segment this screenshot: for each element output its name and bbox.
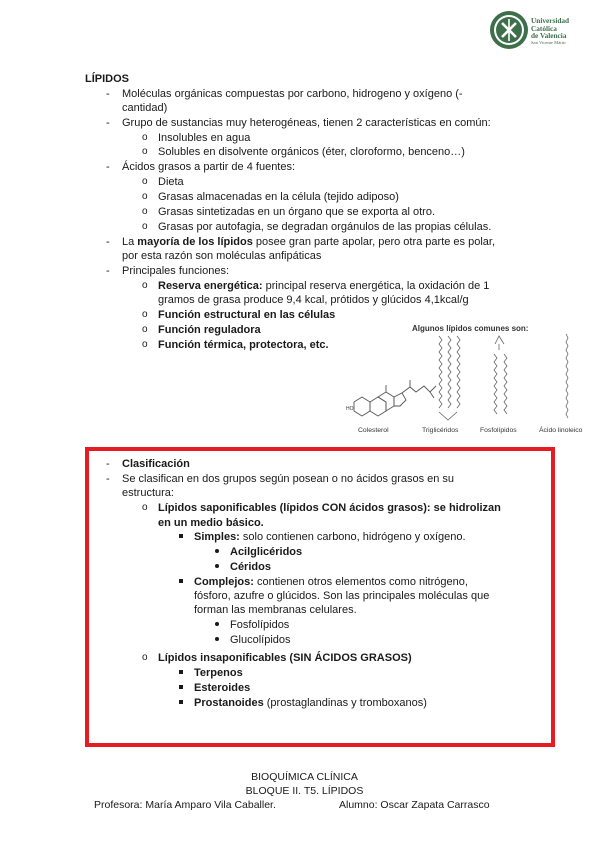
list-item: Ácidos grasos a partir de 4 fuentes: bbox=[122, 161, 296, 173]
figure-label: Fosfolípidos bbox=[480, 427, 517, 434]
sub-item: Insolubles en agua bbox=[158, 132, 251, 144]
sub-sub-item-cont: fósforo, azufre o glúcidos. Son las principales moléculas que bbox=[194, 590, 490, 602]
dot-bullet bbox=[215, 637, 219, 641]
sub-sub-item: Simples: solo contienen carbono, hidrógeno y oxígeno. bbox=[194, 531, 466, 543]
university-logo bbox=[489, 8, 595, 52]
dash-marker: - bbox=[106, 117, 110, 129]
footer-block: BLOQUE II. T5. LÍPIDOS bbox=[245, 785, 364, 797]
circle-bullet: o bbox=[142, 339, 148, 350]
sub-sub-item: Complejos: contienen otros elementos como nitrógeno, bbox=[194, 576, 468, 588]
logo-line-1: Universidad bbox=[531, 16, 570, 25]
dot-bullet bbox=[215, 549, 219, 553]
sub-item: Grasas sintetizadas en un órgano que se exporta al otro. bbox=[158, 206, 436, 218]
circle-bullet: o bbox=[142, 324, 148, 335]
university-seal-icon bbox=[489, 10, 529, 50]
leaf-item: Glucolípidos bbox=[230, 634, 291, 646]
square-bullet bbox=[179, 670, 183, 674]
sub-item: Función estructural en las células bbox=[158, 309, 336, 321]
page-title: LÍPIDOS bbox=[85, 73, 130, 85]
logo-text bbox=[531, 17, 569, 46]
circle-bullet: o bbox=[142, 176, 148, 187]
sub-item: Función térmica, protectora, etc. bbox=[158, 339, 329, 351]
dash-marker: - bbox=[106, 161, 110, 173]
circle-bullet: o bbox=[142, 132, 148, 143]
square-bullet bbox=[179, 685, 183, 689]
figure-label: Colesterol bbox=[358, 427, 389, 434]
figure-label: Ácido linoleico bbox=[539, 427, 583, 434]
list-item-cont: por esta razón son moléculas anfipáticas bbox=[122, 250, 322, 262]
triglyceride-structure bbox=[439, 336, 460, 420]
figure-label: Triglicéridos bbox=[422, 427, 459, 434]
cholesterol-structure bbox=[354, 380, 436, 416]
leaf-item: Acilglicéridos bbox=[230, 546, 303, 558]
circle-bullet: o bbox=[142, 280, 148, 291]
footer-teacher: Profesora: María Amparo Vila Caballer. bbox=[94, 799, 276, 811]
sub-item: Función reguladora bbox=[158, 324, 261, 336]
circle-bullet: o bbox=[142, 309, 148, 320]
dot-bullet bbox=[215, 622, 219, 626]
leaf-item: Céridos bbox=[230, 561, 271, 573]
sub-item: Solubles en disolvente orgánicos (éter, cloroformo, benceno…) bbox=[158, 146, 465, 158]
sub-item: Grasas almacenadas en la célula (tejido adiposo) bbox=[158, 191, 399, 203]
classification-heading: Clasificación bbox=[122, 458, 190, 470]
circle-bullet: o bbox=[142, 502, 148, 513]
circle-bullet: o bbox=[142, 652, 148, 663]
square-bullet bbox=[179, 700, 183, 704]
logo-line-4: San Vicente Mártir bbox=[531, 39, 566, 45]
list-item-cont: cantidad) bbox=[122, 102, 168, 114]
sub-item: Grasas por autofagia, se degradan orgánulos de las propias células. bbox=[158, 221, 492, 233]
sub-sub-item-cont: forman las membranas celulares. bbox=[194, 604, 357, 616]
logo-line-2: Católica bbox=[531, 23, 557, 33]
sub-item: Lípidos saponificables (lípidos CON ácidos grasos): se hidrolizan bbox=[158, 502, 501, 514]
sub-item-cont: gramos de grasa produce 9,4 kcal, prótidos y glúcidos 4,1kcal/g bbox=[158, 294, 469, 306]
circle-bullet: o bbox=[142, 221, 148, 232]
circle-bullet: o bbox=[142, 191, 148, 202]
hydroxyl-label: HO bbox=[346, 406, 354, 412]
dot-bullet bbox=[215, 564, 219, 568]
sub-sub-item: Prostanoides (prostaglandinas y tromboxanos) bbox=[194, 697, 427, 709]
circle-bullet: o bbox=[142, 146, 148, 157]
linoleic-acid-structure bbox=[566, 334, 568, 418]
sub-sub-item: Esteroides bbox=[194, 682, 251, 694]
dash-marker: - bbox=[106, 265, 110, 277]
sub-item: Lípidos insaponificables (SIN ÁCIDOS GRASOS) bbox=[158, 652, 412, 664]
lipids-figure bbox=[344, 320, 596, 438]
lipid-structures-icon bbox=[344, 332, 596, 432]
list-item: Grupo de sustancias muy heterogéneas, tienen 2 características en común: bbox=[122, 117, 491, 129]
list-item: Principales funciones: bbox=[122, 265, 230, 277]
circle-bullet: o bbox=[142, 206, 148, 217]
sub-item: Dieta bbox=[158, 176, 184, 188]
list-item-cont: estructura: bbox=[122, 487, 174, 499]
list-item: La mayoría de los lípidos posee gran parte apolar, pero otra parte es polar, bbox=[122, 236, 496, 248]
sub-sub-item: Terpenos bbox=[194, 667, 243, 679]
list-item: Moléculas orgánicas compuestas por carbono, hidrogeno y oxígeno (- bbox=[122, 88, 463, 100]
sub-item: Reserva energética: principal reserva energética, la oxidación de 1 bbox=[158, 280, 490, 292]
dash-marker: - bbox=[106, 88, 110, 100]
figure-caption: Algunos lípidos comunes son: bbox=[412, 324, 529, 333]
phospholipid-structure bbox=[494, 336, 507, 414]
dash-marker: - bbox=[106, 236, 110, 248]
square-bullet bbox=[179, 579, 183, 583]
list-item: Se clasifican en dos grupos según posean o no ácidos grasos en su bbox=[122, 473, 455, 485]
sub-item-cont: en un medio básico. bbox=[158, 517, 264, 529]
dash-marker: - bbox=[106, 473, 110, 485]
leaf-item: Fosfolípidos bbox=[230, 619, 290, 631]
footer-course: BIOQUÍMICA CLÍNICA bbox=[251, 771, 358, 783]
square-bullet bbox=[179, 534, 183, 538]
footer-student: Alumno: Oscar Zapata Carrasco bbox=[339, 799, 490, 811]
logo-line-3: de Valencia bbox=[531, 31, 567, 41]
dash-marker: - bbox=[106, 458, 110, 470]
